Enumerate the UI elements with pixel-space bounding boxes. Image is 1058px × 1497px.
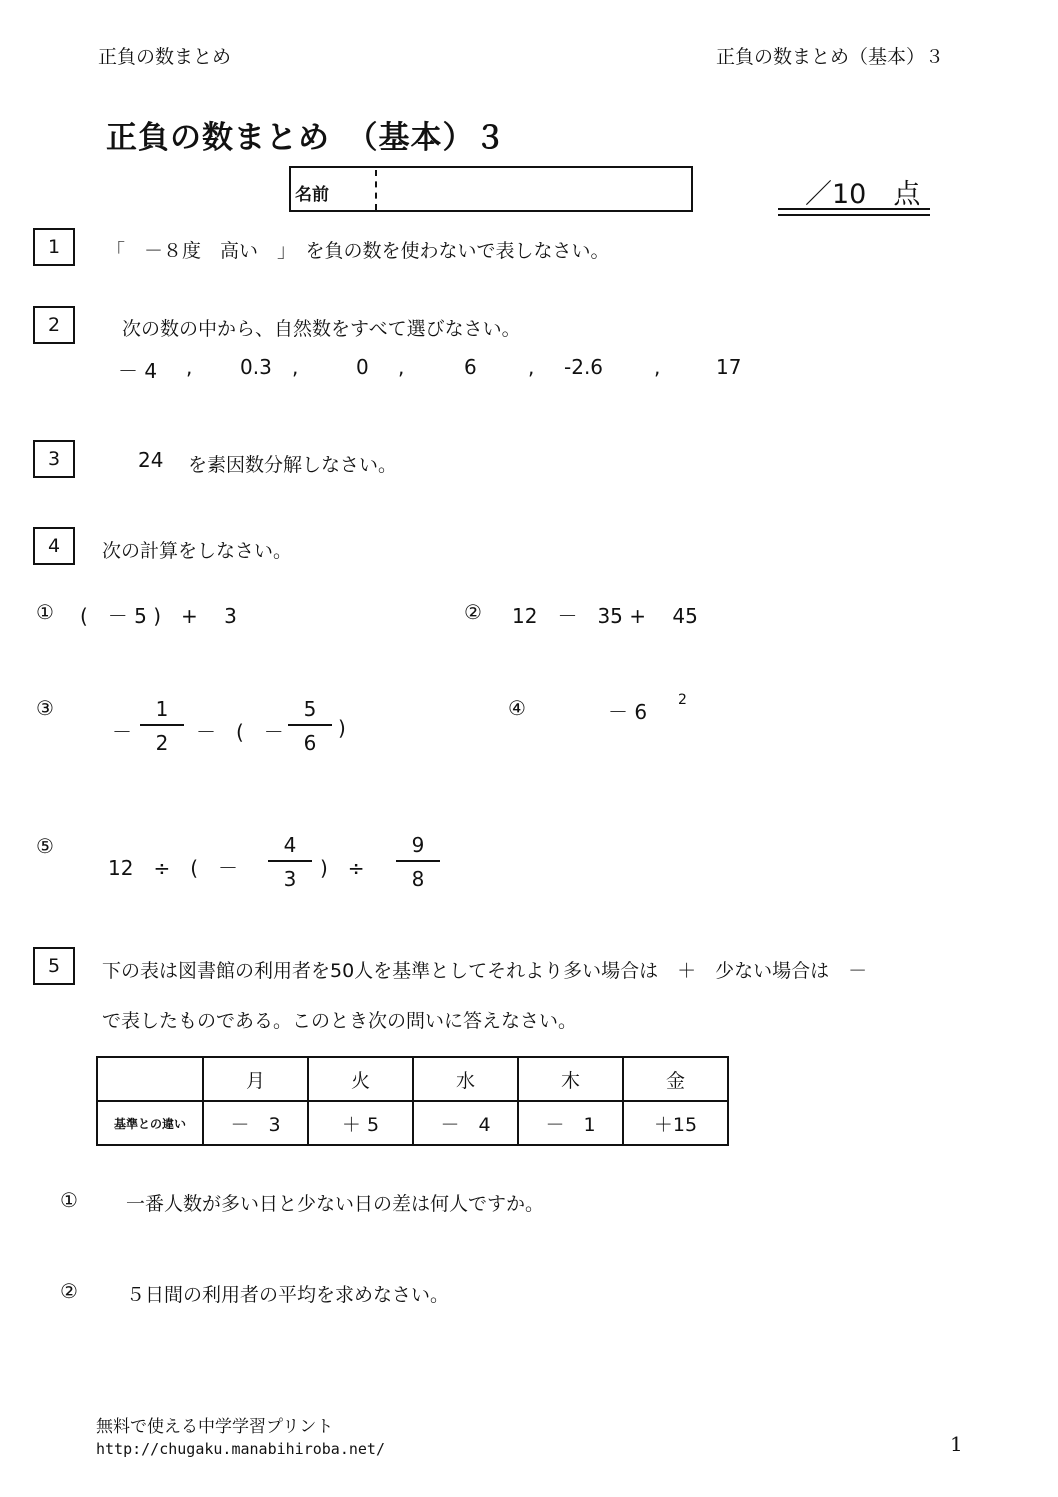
problem-1-expression: ( － 5 ) + 3 (80, 604, 237, 628)
fraction-numerator: 5 (303, 697, 317, 721)
header-right: 正負の数まとめ（基本）３ (716, 46, 945, 68)
fraction-denominator: 8 (411, 867, 425, 891)
problem-4-expression: － 6 (608, 700, 648, 724)
table-header-cell: 水 (413, 1057, 518, 1101)
number-item: 0 (356, 355, 369, 379)
problem-4-exponent: 2 (678, 692, 687, 708)
question-2-text: 次の数の中から、自然数をすべて選びなさい。 (122, 318, 521, 340)
fraction-denominator: 2 (155, 731, 169, 755)
name-label: 名前 (295, 185, 329, 205)
table-cell: － 1 (518, 1101, 623, 1145)
score-label: ／10 点 (805, 179, 921, 210)
number-item: － 4 (118, 359, 158, 383)
name-box[interactable] (289, 166, 693, 212)
fraction-numerator: 4 (283, 833, 297, 857)
table-row-label: 基準との違い (97, 1101, 203, 1145)
question-number-5: 5 (33, 947, 75, 985)
fraction-numerator: 1 (155, 697, 169, 721)
number-separator: , (292, 355, 299, 379)
data-table (96, 1056, 729, 1146)
footer-site-name: 無料で使える中学学習プリント (96, 1417, 334, 1437)
number-separator: , (186, 355, 193, 379)
problem-3-close: ) (338, 716, 346, 740)
number-item: -2.6 (564, 355, 604, 379)
number-item: 6 (464, 355, 477, 379)
problem-mark-2: ② (464, 600, 482, 624)
number-item: 17 (716, 355, 742, 379)
sub-question-mark-1: ① (60, 1188, 78, 1212)
question-number-4: 4 (33, 527, 75, 565)
table-row (97, 1101, 728, 1145)
problem-mark-3: ③ (36, 696, 54, 720)
table-header-row (97, 1057, 728, 1101)
sub-question-1-text: 一番人数が多い日と少ない日の差は何人ですか。 (126, 1193, 545, 1215)
fraction (396, 832, 440, 892)
problem-3-minus: － (112, 720, 132, 744)
fraction-bar (268, 860, 312, 862)
question-5-line-1: 下の表は図書館の利用者を50人を基準としてそれより多い場合は ＋ 少ない場合は － (102, 960, 868, 982)
problem-2-expression: 12 － 35 + 45 (512, 604, 698, 628)
table-cell: － 3 (203, 1101, 308, 1145)
number-item: 0.3 (240, 355, 272, 379)
sub-question-2-text: ５日間の利用者の平均を求めなさい。 (126, 1284, 450, 1306)
table-header-cell: 火 (308, 1057, 413, 1101)
question-3-text: を素因数分解しなさい。 (188, 454, 398, 476)
score-underline-1 (778, 208, 930, 210)
fraction (140, 696, 184, 756)
page-title: 正負の数まとめ （基本）３ (106, 120, 507, 156)
fraction (268, 832, 312, 892)
fraction-bar (140, 724, 184, 726)
table-header-cell: 木 (518, 1057, 623, 1101)
number-separator: , (398, 355, 405, 379)
question-4-text: 次の計算をしなさい。 (102, 540, 293, 562)
fraction-bar (288, 724, 332, 726)
footer-url[interactable]: http://chugaku.manabihiroba.net/ (96, 1440, 385, 1458)
fraction-bar (396, 860, 440, 862)
question-number-2: 2 (33, 306, 75, 344)
table-corner-cell (97, 1057, 203, 1101)
problem-5-middle: ) ÷ (320, 856, 365, 880)
fraction-numerator: 9 (411, 833, 425, 857)
number-separator: , (654, 355, 661, 379)
problem-3-middle: － ( － (196, 720, 284, 744)
number-separator: , (528, 355, 535, 379)
problem-mark-1: ① (36, 600, 54, 624)
question-1-text: 「 －８度 高い 」 を負の数を使わないで表しなさい。 (106, 240, 610, 262)
sub-question-mark-2: ② (60, 1279, 78, 1303)
problem-mark-5: ⑤ (36, 834, 54, 858)
problem-5-prefix: 12 ÷ ( － (108, 856, 239, 880)
fraction-denominator: 6 (303, 731, 317, 755)
table-cell: ＋ 5 (308, 1101, 413, 1145)
table-header-cell: 金 (623, 1057, 728, 1101)
table-cell: － 4 (413, 1101, 518, 1145)
name-divider (375, 170, 377, 210)
table-cell: ＋15 (623, 1101, 728, 1145)
fraction (288, 696, 332, 756)
problem-mark-4: ④ (508, 696, 526, 720)
question-number-1: 1 (33, 228, 75, 266)
header-left: 正負の数まとめ (98, 46, 232, 68)
score-underline-2 (778, 214, 930, 216)
table-header-cell: 月 (203, 1057, 308, 1101)
fraction-denominator: 3 (283, 867, 297, 891)
question-3-value: 24 (138, 448, 164, 472)
question-number-3: 3 (33, 440, 75, 478)
page-number: 1 (950, 1432, 963, 1456)
question-5-line-2: で表したものである。このとき次の問いに答えなさい。 (102, 1010, 578, 1032)
